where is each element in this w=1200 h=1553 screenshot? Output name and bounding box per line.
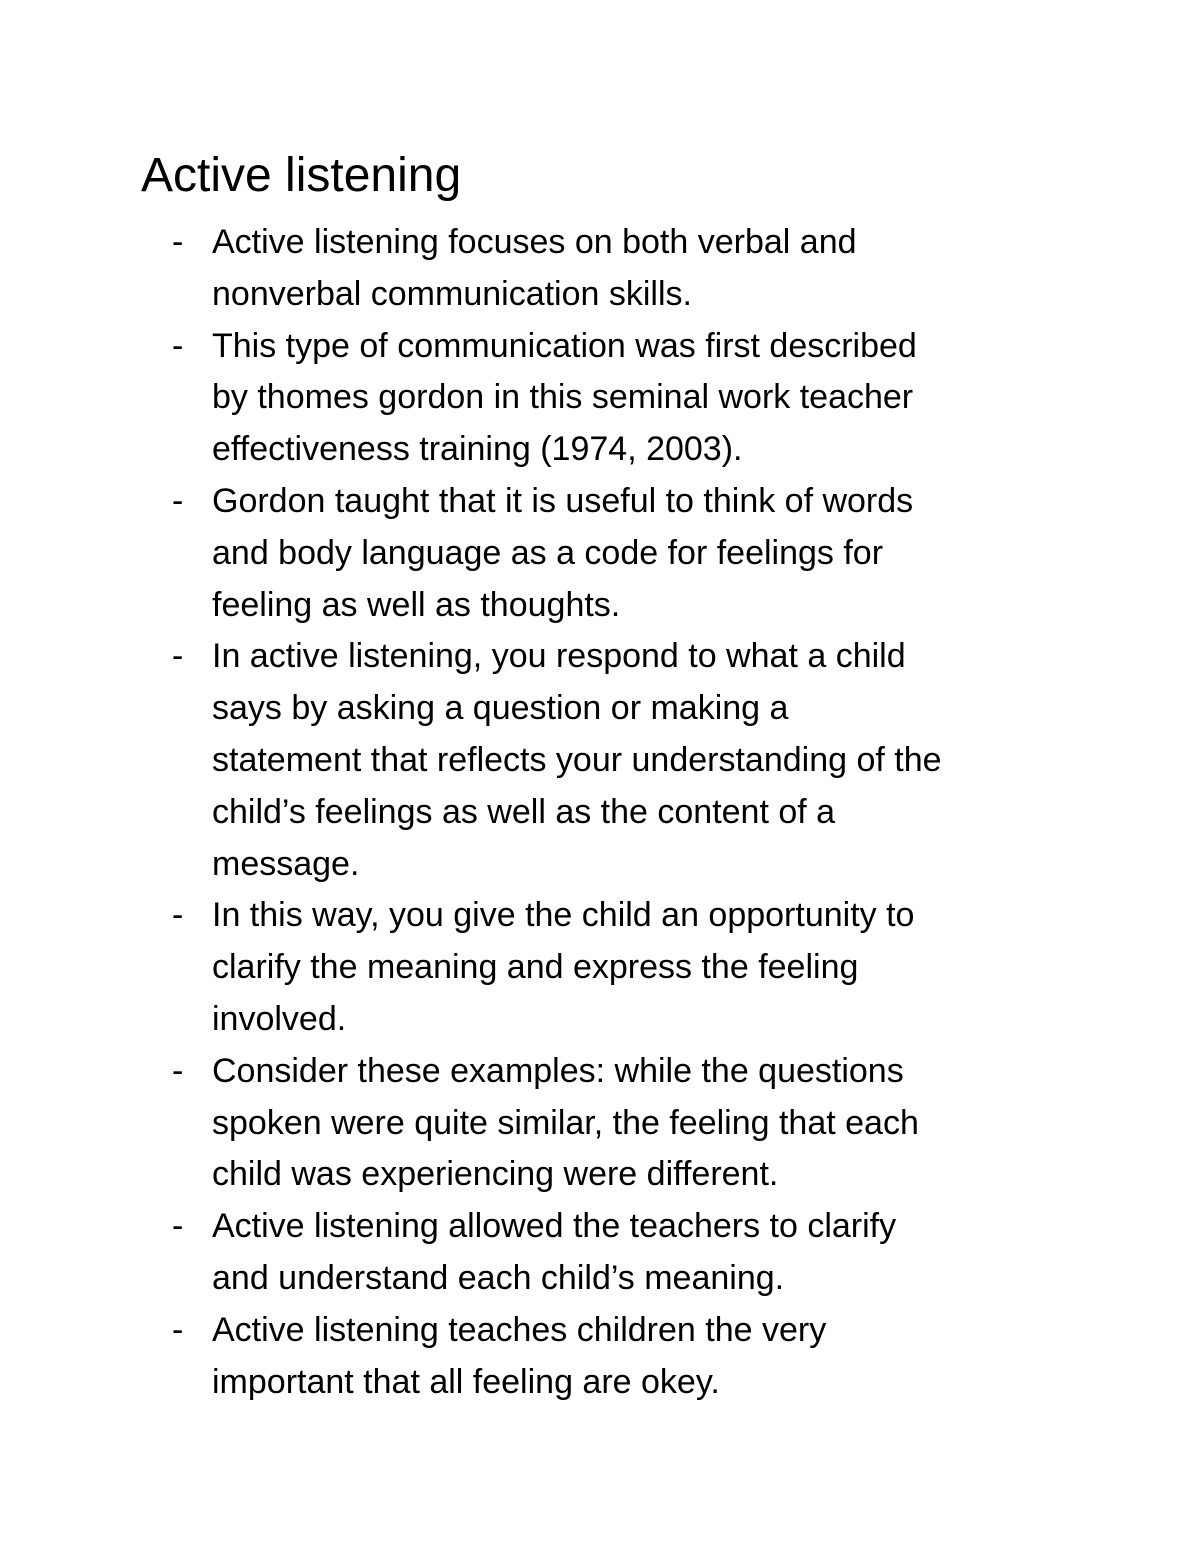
bullet-dash: -: [172, 637, 184, 676]
bullet-text-line: effectiveness training (1974, 2003).: [212, 430, 743, 469]
bullet-text-line: feeling as well as thoughts.: [212, 585, 621, 624]
page-title: Active listening: [141, 149, 462, 202]
bullet-text-line: This type of communication was first described: [212, 326, 917, 365]
bullet-text-line: Active listening focuses on both verbal and: [212, 223, 857, 261]
bullet-dash: -: [172, 223, 184, 261]
bullet-dash: -: [172, 481, 184, 520]
bullet-text-line: important that all feeling are okey.: [212, 1362, 720, 1401]
bullet-dash: -: [172, 896, 184, 935]
bullet-text-line: clarify the meaning and express the feeling: [212, 948, 859, 987]
bullet-text-line: nonverbal communication skills.: [212, 274, 692, 313]
bullet-text-line: In active listening, you respond to what a child: [212, 637, 906, 676]
list-item: [172, 631, 1072, 890]
bullet-text-line: says by asking a question or making a: [212, 689, 789, 728]
bullet-text-line: and body language as a code for feelings for: [212, 533, 884, 572]
bullet-text-line: and understand each child’s meaning.: [212, 1258, 785, 1297]
list-item: [172, 476, 1072, 631]
list-item: [172, 1305, 1072, 1409]
bullet-dash: -: [172, 1310, 184, 1349]
list-item: [172, 890, 1072, 1045]
bullet-text-line: statement that reflects your understanding of the: [212, 740, 942, 779]
list-item: [172, 1046, 1072, 1201]
bullet-list: [172, 217, 1072, 1408]
list-item: [172, 217, 1072, 321]
bullet-text-line: by thomes gordon in this seminal work teacher: [212, 378, 914, 417]
bullet-text-line: Active listening teaches children the very: [212, 1310, 827, 1349]
bullet-text-line: message.: [212, 844, 360, 883]
bullet-text-line: Consider these examples: while the questions: [212, 1051, 904, 1090]
bullet-text-line: spoken were quite similar, the feeling that each: [212, 1103, 919, 1142]
bullet-dash: -: [172, 1051, 184, 1090]
bullet-text-line: involved.: [212, 999, 347, 1038]
bullet-text-line: child’s feelings as well as the content of a: [212, 792, 836, 831]
bullet-text-line: In this way, you give the child an opportunity to: [212, 896, 915, 935]
bullet-text-line: Active listening allowed the teachers to clarify: [212, 1207, 897, 1246]
bullet-text-line: Gordon taught that it is useful to think of words: [212, 481, 914, 520]
list-item: [172, 1201, 1072, 1305]
bullet-text-line: child was experiencing were different.: [212, 1155, 779, 1194]
bullet-dash: -: [172, 1207, 184, 1246]
list-item: [172, 321, 1072, 476]
bullet-dash: -: [172, 326, 184, 365]
